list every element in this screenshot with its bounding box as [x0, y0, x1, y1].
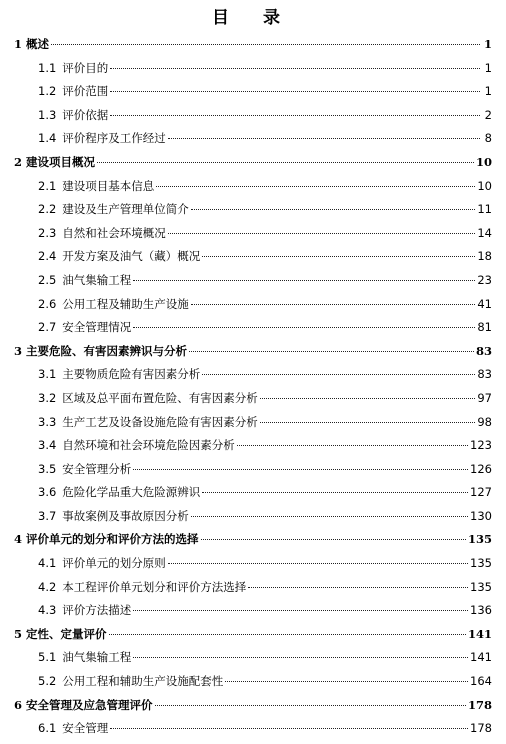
- toc-entry-title: 自然和社会环境概况: [62, 225, 166, 240]
- toc-entry-title: 评价范围: [62, 84, 109, 99]
- dot-leader: [155, 705, 466, 706]
- dot-leader: [133, 657, 468, 658]
- toc-entry-number: 4.3: [38, 603, 57, 618]
- toc-entry-number: 3.7: [38, 508, 57, 523]
- toc-chapter-entry[interactable]: [14, 151, 492, 175]
- dot-leader: [168, 233, 476, 234]
- dot-leader: [237, 445, 468, 446]
- toc-entry-number: 2.3: [38, 225, 57, 240]
- dot-leader: [202, 256, 475, 257]
- toc-page-number: 8: [484, 131, 492, 146]
- toc-entry-title: 油气集输工程: [62, 650, 132, 665]
- toc-entry-number: 3: [14, 343, 23, 358]
- toc-entry-title: 定性、定量评价: [26, 626, 107, 641]
- toc-page-number: 164: [470, 674, 492, 689]
- toc-section-entry[interactable]: [14, 222, 492, 246]
- dot-leader: [191, 304, 476, 305]
- toc-page-number: 1: [483, 37, 492, 51]
- toc-page-number: 178: [470, 721, 492, 736]
- toc-section-entry[interactable]: [14, 245, 492, 269]
- dot-leader: [260, 422, 476, 423]
- toc-chapter-entry[interactable]: [14, 623, 492, 647]
- toc-entry-number: 3.3: [38, 414, 57, 429]
- toc-page-number: 81: [477, 320, 492, 335]
- dot-leader: [156, 186, 475, 187]
- toc-entry-title: 评价目的: [62, 60, 109, 75]
- toc-section-entry[interactable]: [14, 363, 492, 387]
- toc-section-entry[interactable]: [14, 670, 492, 694]
- dot-leader: [168, 563, 468, 564]
- toc-page-number: 136: [470, 603, 492, 618]
- toc-section-entry[interactable]: [14, 80, 492, 104]
- toc-page-number: 83: [475, 343, 492, 358]
- toc-entry-number: 2.6: [38, 296, 57, 311]
- toc-page-number: 1: [484, 84, 492, 99]
- toc-entry-number: 3.4: [38, 438, 57, 453]
- toc-section-entry[interactable]: [14, 717, 492, 741]
- toc-entry-title: 评价单元的划分和评价方法的选择: [26, 532, 199, 547]
- toc-chapter-entry[interactable]: [14, 33, 492, 57]
- toc-chapter-entry[interactable]: [14, 340, 492, 364]
- toc-page-number: 130: [470, 508, 492, 523]
- toc-chapter-entry[interactable]: [14, 528, 492, 552]
- toc-entry-title: 安全管理: [62, 721, 109, 736]
- toc-entry-number: 2.1: [38, 178, 57, 193]
- toc-entry-number: 5.1: [38, 650, 57, 665]
- toc-entry-number: 1.2: [38, 84, 57, 99]
- toc-entry-number: 1.1: [38, 60, 57, 75]
- toc-page-number: 83: [477, 367, 492, 382]
- toc-section-entry[interactable]: [14, 505, 492, 529]
- toc-page-number: 135: [470, 556, 492, 571]
- toc-section-entry[interactable]: [14, 387, 492, 411]
- toc-section-entry[interactable]: [14, 599, 492, 623]
- page-title: 目 录: [212, 8, 294, 28]
- toc-entry-title: 油气集输工程: [62, 272, 132, 287]
- toc-entry-title: 公用工程和辅助生产设施配套性: [62, 674, 224, 689]
- toc-entry-title: 生产工艺及设备设施危险有害因素分析: [62, 414, 258, 429]
- dot-leader: [191, 516, 468, 517]
- toc-entry-title: 主要物质危险有害因素分析: [62, 367, 201, 382]
- toc-entry-number: 3.1: [38, 367, 57, 382]
- toc-entry-number: 2.2: [38, 202, 57, 217]
- toc-page-number: 141: [470, 650, 492, 665]
- dot-leader: [110, 91, 480, 92]
- dot-leader: [133, 280, 475, 281]
- toc-entry-number: 2: [14, 154, 23, 169]
- toc-entry-title: 主要危险、有害因素辨识与分析: [26, 343, 188, 358]
- toc-entry-number: 1.3: [38, 107, 57, 122]
- toc-entry-number: 2.5: [38, 272, 57, 287]
- dot-leader: [248, 587, 468, 588]
- toc-page-number: 2: [484, 107, 492, 122]
- toc-page-number: 11: [477, 202, 492, 217]
- dot-leader: [202, 492, 468, 493]
- toc-page-number: 14: [477, 225, 492, 240]
- dot-leader: [51, 44, 480, 45]
- toc-page-number: 141: [467, 626, 492, 641]
- toc-entry-number: 1.4: [38, 131, 57, 146]
- toc-page-number: 135: [470, 579, 492, 594]
- toc-entry-title: 评价单元的划分原则: [62, 556, 166, 571]
- toc-page-number: 10: [477, 178, 492, 193]
- toc-entry-number: 3.5: [38, 461, 57, 476]
- dot-leader: [191, 209, 476, 210]
- toc-entry-title: 自然环境和社会环境危险因素分析: [62, 438, 235, 453]
- dot-leader: [202, 374, 475, 375]
- toc-entry-number: 4.2: [38, 579, 57, 594]
- toc-entry-title: 公用工程及辅助生产设施: [62, 296, 189, 311]
- toc-entry-number: 6.1: [38, 721, 57, 736]
- dot-leader: [201, 539, 466, 540]
- toc-page-number: 123: [470, 438, 492, 453]
- toc-entry-title: 建设项目概况: [26, 154, 96, 169]
- toc-section-entry[interactable]: [14, 57, 492, 81]
- toc-section-entry[interactable]: [14, 576, 492, 600]
- toc-section-entry[interactable]: [14, 552, 492, 576]
- toc-entry-title: 安全管理及应急管理评价: [26, 697, 153, 712]
- toc-entry-title: 建设项目基本信息: [62, 178, 155, 193]
- dot-leader: [133, 327, 475, 328]
- dot-leader: [110, 728, 468, 729]
- toc-entry-number: 4.1: [38, 556, 57, 571]
- toc-entry-number: 3.6: [38, 485, 57, 500]
- dot-leader: [133, 469, 468, 470]
- dot-leader: [110, 68, 480, 69]
- dot-leader: [109, 634, 466, 635]
- toc-section-entry[interactable]: [14, 316, 492, 340]
- toc-entry-title: 区域及总平面布置危险、有害因素分析: [62, 390, 258, 405]
- dot-leader: [225, 681, 468, 682]
- dot-leader: [260, 398, 476, 399]
- toc-section-entry[interactable]: [14, 646, 492, 670]
- toc-section-entry[interactable]: [14, 481, 492, 505]
- toc-page-number: 98: [477, 414, 492, 429]
- toc-entry-title: 建设及生产管理单位简介: [62, 202, 189, 217]
- toc-section-entry[interactable]: [14, 104, 492, 128]
- toc-section-entry[interactable]: [14, 127, 492, 151]
- toc-section-entry[interactable]: [14, 411, 492, 435]
- toc-section-entry[interactable]: [14, 269, 492, 293]
- toc-section-entry[interactable]: [14, 434, 492, 458]
- toc-entry-number: 6: [14, 697, 23, 712]
- toc-entry-number: 5: [14, 626, 23, 641]
- dot-leader: [168, 138, 480, 139]
- toc-section-entry[interactable]: [14, 293, 492, 317]
- toc-section-entry[interactable]: [14, 198, 492, 222]
- toc-page-number: 10: [475, 154, 492, 169]
- toc-page-number: 1: [484, 60, 492, 75]
- dot-leader: [133, 610, 468, 611]
- toc-entry-title: 安全管理分析: [62, 461, 132, 476]
- toc-section-entry[interactable]: [14, 175, 492, 199]
- toc-entry-title: 评价方法描述: [62, 603, 132, 618]
- toc-page-number: 135: [467, 532, 492, 547]
- toc-entry-title: 开发方案及油气（藏）概况: [62, 249, 201, 264]
- toc-entry-number: 3.2: [38, 390, 57, 405]
- toc-entry-title: 安全管理情况: [62, 320, 132, 335]
- dot-leader: [189, 351, 474, 352]
- toc-entry-title: 评价依据: [62, 107, 109, 122]
- toc-page-number: 178: [467, 697, 492, 712]
- toc-entry-number: 2.4: [38, 249, 57, 264]
- toc-entry-number: 4: [14, 532, 23, 547]
- toc-page-number: 23: [477, 272, 492, 287]
- toc-page-number: 41: [477, 296, 492, 311]
- dot-leader: [110, 115, 480, 116]
- toc-section-entry[interactable]: [14, 458, 492, 482]
- table-of-contents: [14, 33, 492, 741]
- toc-entry-title: 概述: [26, 37, 50, 51]
- toc-entry-number: 5.2: [38, 674, 57, 689]
- toc-page-number: 126: [470, 461, 492, 476]
- toc-entry-number: 1: [14, 37, 23, 51]
- toc-page-number: 97: [477, 390, 492, 405]
- toc-entry-title: 评价程序及工作经过: [62, 131, 166, 146]
- toc-chapter-entry[interactable]: [14, 694, 492, 718]
- toc-entry-title: 事故案例及事故原因分析: [62, 508, 189, 523]
- dot-leader: [97, 162, 474, 163]
- toc-page-number: 127: [470, 485, 492, 500]
- toc-entry-title: 危险化学品重大危险源辨识: [62, 485, 201, 500]
- toc-entry-title: 本工程评价单元划分和评价方法选择: [62, 579, 247, 594]
- toc-page-number: 18: [477, 249, 492, 264]
- toc-entry-number: 2.7: [38, 320, 57, 335]
